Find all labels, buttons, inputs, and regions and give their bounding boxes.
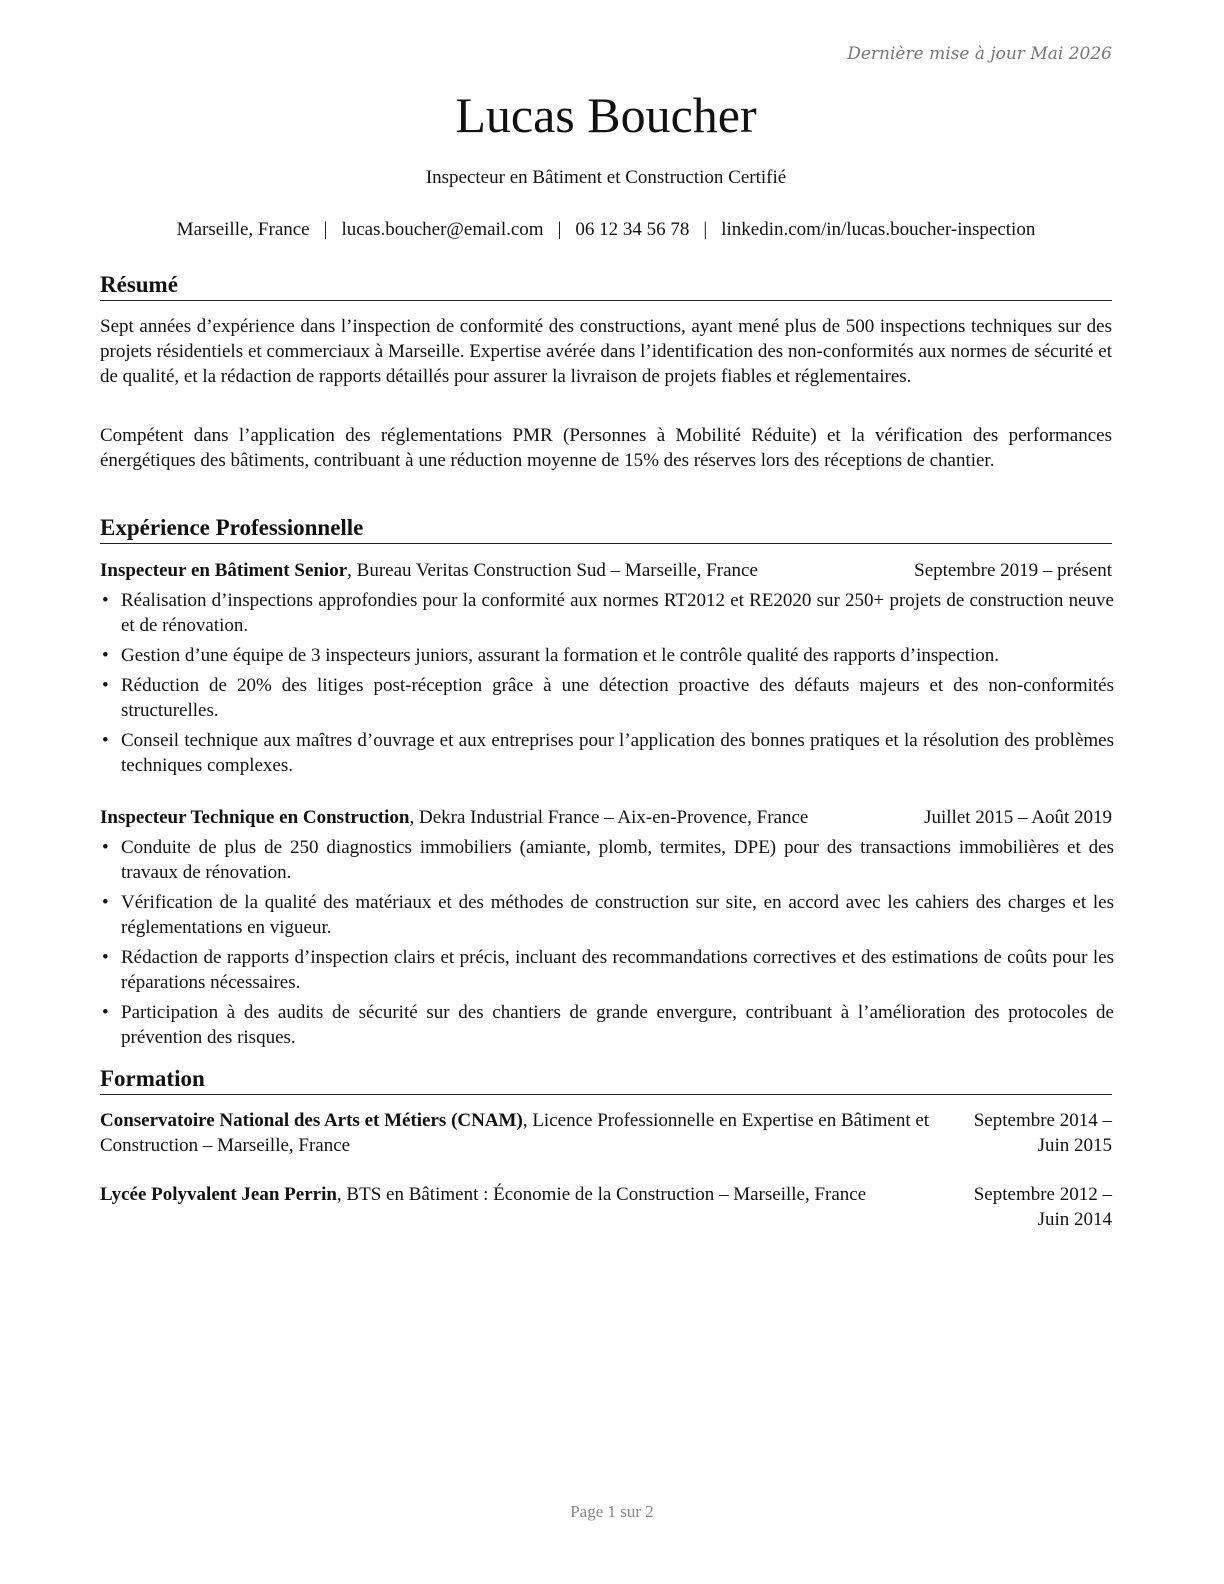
education-degree: , BTS en Bâtiment : Économie de la Construction – Marseille, France: [336, 1184, 867, 1205]
contact-linkedin[interactable]: linkedin.com/in/lucas.boucher-inspection: [721, 219, 1036, 240]
contact-email[interactable]: lucas.boucher@email.com: [341, 219, 544, 240]
job-role: Inspecteur en Bâtiment Senior: [100, 560, 348, 581]
list-item: • Conseil technique aux maîtres d’ouvrage et aux entreprises pour l’application des bonnes pratiques et la résolution des problèmes techniques complexes.: [100, 728, 1114, 778]
contact-separator: |: [557, 219, 562, 240]
job-employer: , Bureau Veritas Construction Sud – Marseille, France: [347, 560, 758, 581]
education-item: [100, 1108, 1112, 1158]
education-dates: Septembre 2012 – Juin 2014: [973, 1184, 1112, 1230]
education-school: Conservatoire National des Arts et Métiers (CNAM): [100, 1110, 523, 1131]
summary-paragraph-2: Compétent dans l’application des réglementations PMR (Personnes à Mobilité Réduite) et la vérification des performances énergétiques des bâtiments, contribuant à une réduction moyenne de 15% des réserves lors des réceptions de chantier.: [100, 425, 1112, 471]
contact-location: Marseille, France: [176, 219, 310, 240]
education-description: [100, 1108, 973, 1158]
contact-separator: |: [323, 219, 328, 240]
job-dates: Juillet 2015 – Août 2019: [924, 807, 1112, 828]
list-item: • Conduite de plus de 250 diagnostics immobiliers (amiante, plomb, termites, DPE) pour des transactions immobilières et des travaux de rénovation.: [100, 835, 1114, 885]
job-bullets: [100, 588, 1114, 783]
list-item: • Gestion d’une équipe de 3 inspecteurs juniors, assurant la formation et le contrôle qualité des rapports d’inspection.: [100, 643, 1114, 668]
candidate-title: Inspecteur en Bâtiment et Construction Certifié: [425, 167, 787, 188]
job-employer: , Dekra Industrial France – Aix-en-Provence, France: [409, 807, 809, 828]
job-role: Inspecteur Technique en Construction: [100, 807, 410, 828]
contact-phone[interactable]: 06 12 34 56 78: [575, 219, 690, 240]
contact-separator: |: [703, 219, 708, 240]
education-school: Lycée Polyvalent Jean Perrin: [100, 1184, 337, 1205]
candidate-name: Lucas Boucher: [455, 87, 757, 143]
job-title-line: [100, 558, 758, 583]
education-degree: , Licence Professionnelle en Expertise en Bâtiment et Construction – Marseille, France: [100, 1110, 930, 1156]
list-item: • Réalisation d’inspections approfondies pour la conformité aux normes RT2012 et RE2020 sur 250+ projets de construction neuve et de rénovation.: [100, 588, 1114, 638]
section-heading-education: Formation: [100, 1065, 1112, 1095]
job-dates: Septembre 2019 – présent: [914, 560, 1112, 581]
list-item: • Participation à des audits de sécurité sur des chantiers de grande envergure, contribuant à l’amélioration des protocoles de prévention des risques.: [100, 1000, 1114, 1050]
education-item: [100, 1182, 1112, 1232]
education-description: [100, 1182, 973, 1232]
education-dates: Septembre 2014 – Juin 2015: [973, 1110, 1112, 1156]
list-item: • Vérification de la qualité des matériaux et des méthodes de construction sur site, en accord avec les cahiers des charges et les réglementations en vigueur.: [100, 890, 1114, 940]
list-item: • Rédaction de rapports d’inspection clairs et précis, incluant des recommandations correctives et des estimations de coûts pour les réparations nécessaires.: [100, 945, 1114, 995]
job-bullets: [100, 835, 1114, 1055]
page-number: Page 1 sur 2: [570, 1502, 654, 1521]
job-header: [100, 805, 1112, 830]
summary-paragraph-1: Sept années d’expérience dans l’inspection de conformité des constructions, ayant mené plus de 500 inspections techniques sur des projets résidentiels et commerciaux à Marseille. Expertise avérée dans l’identification des non-conformités aux normes de sécurité et de qualité, et la rédaction de rapports détaillés pour assurer la livraison de projets fiables et réglementaires.: [100, 316, 1112, 387]
list-item: • Réduction de 20% des litiges post-réception grâce à une détection proactive des défauts majeurs et des non-conformités structurelles.: [100, 673, 1114, 723]
section-heading-experience: Expérience Professionnelle: [100, 514, 1112, 544]
contact-line: [80, 219, 1132, 241]
job-title-line: [100, 805, 808, 830]
section-heading-summary: Résumé: [100, 271, 1112, 301]
job-header: [100, 558, 1112, 583]
last-updated: Dernière mise à jour Mai 2026: [847, 44, 1112, 64]
